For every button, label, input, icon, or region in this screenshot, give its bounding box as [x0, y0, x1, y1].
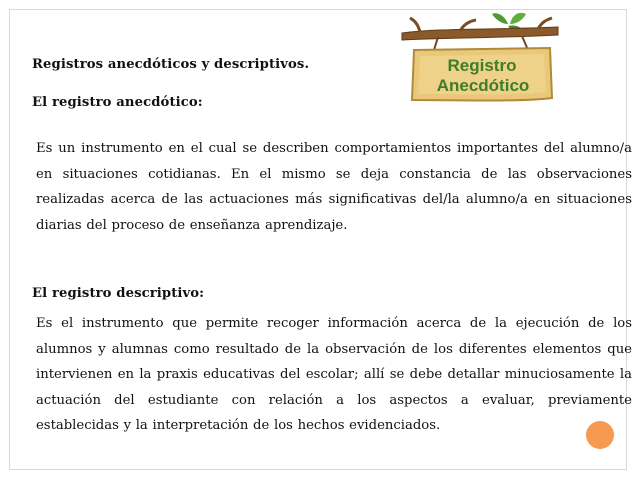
sign-line-1: Registro	[447, 56, 517, 75]
accent-dot	[586, 421, 614, 449]
anecdotal-paragraph: Es un instrumento en el cual se describen comportamientos importantes del alumno/a en situaciones cotidianas. En el mismo se deja constancia de las observaciones realizadas acerca de las actuaciones más significativas del/la alumno/a en situaciones diarias del proceso de enseñanza aprendizaje.	[36, 141, 632, 233]
anecdotal-heading: El registro anecdótico:	[32, 95, 203, 110]
sign-line-2: Anecdótico	[436, 76, 530, 95]
registro-anecdotico-sign	[400, 12, 560, 112]
slide-title: Registros anecdóticos y descriptivos.	[32, 57, 310, 72]
descriptive-paragraph: Es el instrumento que permite recoger información acerca de la ejecución de los alumnos y alumnas como resultado de la observación de los diferentes elementos que intervienen en la praxis educativas del escolar; allí se debe detallar minuciosamente la actuación del estudiante con relación a los aspectos a evaluar, previamente establecidas y la interpretación de los hechos evidenciados.	[36, 316, 632, 433]
descriptive-heading: El registro descriptivo:	[32, 286, 205, 301]
